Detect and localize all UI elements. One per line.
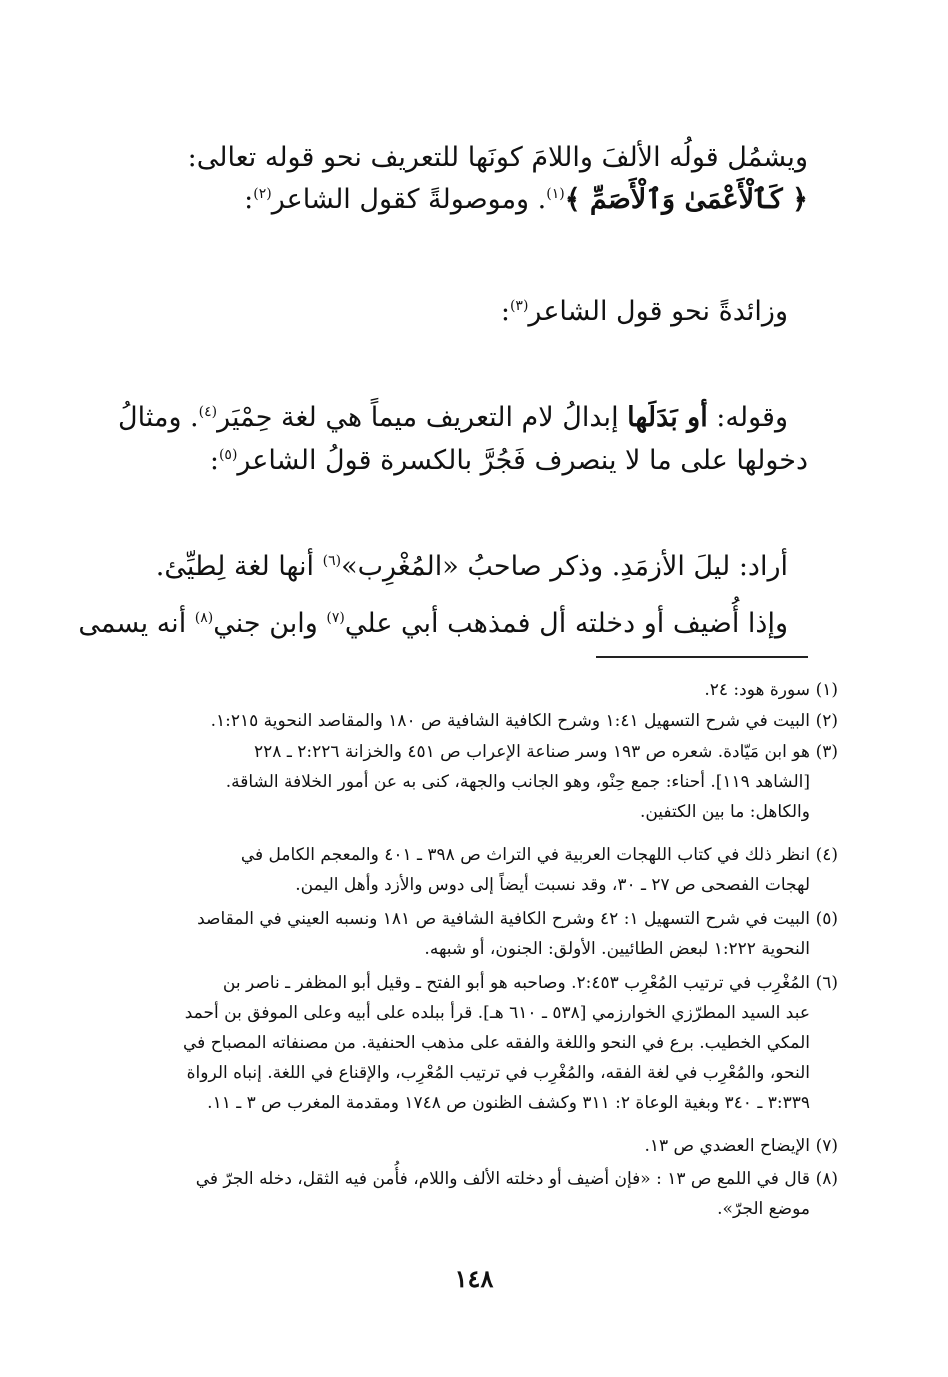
- footnote-line: النحوية ١:٢٢٢ لبعض الطائيين. الأولق: الجنون، أو شبهه.: [424, 939, 810, 959]
- footnote-line: الإيضاح العضدي ص ١٣.: [644, 1136, 810, 1156]
- footnote-number: (٧): [815, 1136, 838, 1156]
- footnote-3: [107, 737, 838, 827]
- footnote-line: والكاهل: ما بين الكتفين.: [639, 802, 810, 822]
- body-text: أنه يسمى: [78, 608, 187, 639]
- footnote-ref[interactable]: (٨): [194, 610, 214, 626]
- quoted-term: أو بَدَلَها: [627, 402, 708, 433]
- footnote-ref[interactable]: (٦): [322, 553, 342, 569]
- footnote-line: [الشاهد ١١٩]. أحناء: جمع حِنْو، وهو الجانب والجهة، كنى به عن أمور الخلافة الشاقة.: [225, 772, 810, 792]
- footnote-number: (٣): [815, 742, 838, 762]
- footnote-line: البيت في شرح التسهيل ١: ٤٢ وشرح الكافية الشافية ص ١٨١ ونسبه العيني في المقاصد: [197, 909, 810, 929]
- body-text: وقوله:: [716, 402, 788, 433]
- footnote-ref[interactable]: (٥): [218, 447, 238, 463]
- body-text: وابن جني: [213, 608, 318, 639]
- footnote-ref[interactable]: (١): [546, 186, 565, 202]
- footnote-number: (٦): [815, 973, 838, 993]
- body-text: ويشمُل قولُه الألفَ واللامَ كونَها للتعريف نحو قوله تعالى:: [187, 142, 808, 173]
- quran-verse: ﴿ كَٱلْأَعْمَىٰ وَٱلْأَصَمِّ ﴾: [564, 184, 808, 215]
- footnote-line: المكي الخطيب. برع في النحو واللغة والفقه على مذهب الحنفية. من مصنفاته المصباح في: [183, 1033, 810, 1053]
- footnote-line: انظر ذلك في كتاب اللهجات العربية في التراث ص ٣٩٨ ـ ٤٠١ والمعجم الكامل في: [240, 845, 810, 865]
- footnote-line: موضع الجرّ».: [717, 1199, 810, 1219]
- footnote-line: البيت في شرح التسهيل ١:٤١ وشرح الكافية الشافية ص ١٨٠ والمقاصد النحوية ١:٢١٥.: [210, 711, 810, 731]
- body-text: دخولها على ما لا ينصرف فَجُرَّ بالكسرة قولُ الشاعر: [237, 445, 808, 476]
- footnote-line: سورة هود: ٢٤.: [704, 680, 810, 700]
- body-text: :: [244, 184, 254, 215]
- body-text: وإذا أُضيف أو دخلته أل فمذهب أبي علي: [344, 608, 788, 639]
- body-line-6: [105, 547, 788, 587]
- body-text: :: [500, 296, 510, 327]
- footnote-ref[interactable]: (٧): [326, 610, 345, 626]
- footnote-number: (٤): [815, 845, 838, 865]
- page-number: ١٤٨: [454, 1264, 494, 1293]
- footnote-line: قال في اللمع ص ١٣ : «فإن أضيف أو دخلته الألف واللام، فأُمن فيه الثقل، دخله الجرّ في: [195, 1169, 810, 1189]
- footnote-line: عبد السيد المطرّزي الخوارزمي [٥٣٨ ـ ٦١٠ هـ]. قرأ ببلده على أبيه وعلى الموفق بن أحمد: [184, 1003, 810, 1023]
- footnote-6: [107, 968, 838, 1118]
- footnote-separator: [596, 656, 808, 658]
- footnote-line: ٣:٣٣٩ ـ ٣٤٠ وبغية الوعاة ٢: ٣١١ وكشف الظنون ص ١٧٤٨ ومقدمة المغرب ص ٣ ـ ١١.: [207, 1093, 810, 1113]
- footnote-ref[interactable]: (٣): [509, 298, 529, 314]
- footnote-ref[interactable]: (٢): [253, 186, 272, 202]
- body-line-7: [78, 604, 788, 644]
- body-line-1: [105, 138, 808, 178]
- footnote-line: المُغْرِب في ترتيب المُعْرِب ٢:٤٥٣. وصاحبه هو أبو الفتح ـ وقيل أبو المظفر ـ ناصر بن: [222, 973, 810, 993]
- body-line-4: [105, 398, 788, 438]
- body-text: :: [209, 445, 219, 476]
- body-line-2: [105, 180, 808, 220]
- footnote-line: النحو، والمُعْرِب في لغة الفقه، والمُغْرِب في ترتيب المُعْرِب، والإقناع في اللغة. إنباه الرواة: [186, 1063, 810, 1083]
- footnote-1: [107, 675, 838, 705]
- footnote-ref[interactable]: (٤): [198, 404, 218, 420]
- body-text: أراد: ليلَ الأزمَدِ. وذكر صاحبُ «المُغْرِب»: [341, 551, 788, 582]
- footnote-8: [107, 1164, 838, 1224]
- body-line-5: [105, 441, 808, 481]
- body-text: . ومثالُ: [117, 402, 199, 433]
- footnote-number: (٥): [815, 909, 838, 929]
- footnote-number: (١): [815, 680, 838, 700]
- footnote-line: هو ابن مَيّادة. شعره ص ١٩٣ وسر صناعة الإعراب ص ٤٥١ والخزانة ٢:٢٢٦ ـ ٢٢٨: [254, 742, 810, 762]
- footnote-4: [107, 840, 838, 900]
- footnote-line: لهجات الفصحى ص ٢٧ ـ ٣٠، وقد نسبت أيضاً إلى دوس والأزد وأهل اليمن.: [295, 875, 810, 895]
- body-text: إبدالُ لام التعريف ميماً هي لغة حِمْيَر: [217, 402, 619, 433]
- footnote-number: (٢): [815, 711, 838, 731]
- footnote-2: [107, 706, 838, 736]
- footnote-7: [107, 1131, 838, 1161]
- body-text: وزائدةً نحو قول الشاعر: [528, 296, 788, 327]
- body-text: . وموصولةً كقول الشاعر: [271, 184, 547, 215]
- body-line-3: [105, 292, 788, 332]
- footnote-5: [107, 904, 838, 964]
- body-text: أنها لغة لِطيِّئ.: [155, 551, 314, 582]
- footnote-number: (٨): [815, 1169, 838, 1189]
